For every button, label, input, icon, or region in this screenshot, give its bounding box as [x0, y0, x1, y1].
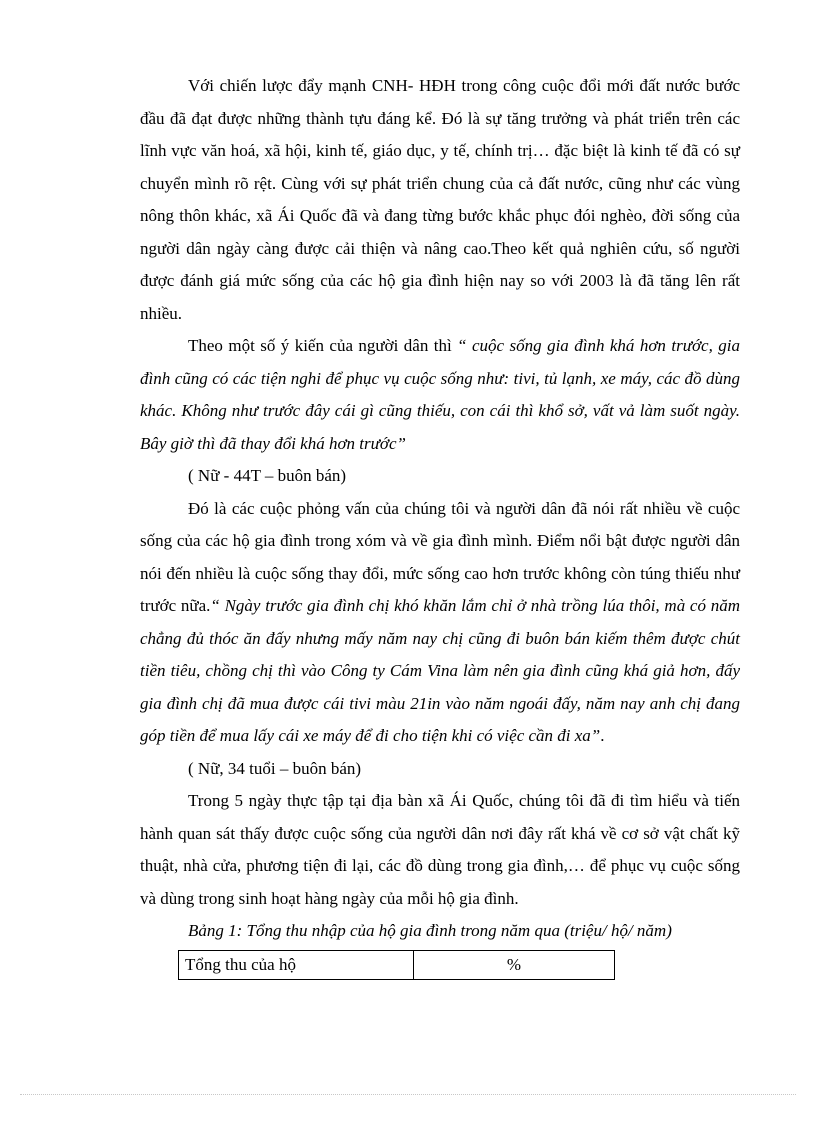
paragraph-fieldwork: Trong 5 ngày thực tập tại địa bàn xã Ái Quốc, chúng tôi đã đi tìm hiểu và tiến hành quan sát thấy được cuộc sống của người dân nơi đây rất khá về cơ sở vật chất kỹ thuật, nhà cửa, phương tiện đi lại, các đồ dùng trong gia đình,… để phục vụ cuộc sống và dùng trong sinh hoạt hàng ngày của mỗi hộ gia đình. — [140, 791, 740, 908]
page-footer-divider — [20, 1094, 796, 1095]
income-table — [178, 950, 615, 980]
interviews-end: . — [600, 726, 605, 745]
interviews-lead: Đó là các cuộc phỏng vấn của chúng tôi và người dân đã nói rất nhiều về cuộc sống của các hộ gia đình trong xóm và về gia đình mình. Điểm nổi bật được người dân nói đến nhiều là cuộc sống thay đổi, mức sống cao hơn trước không còn túng thiếu như trước nữa. — [140, 498, 740, 615]
interviews-quote: “ Ngày trước gia đình chị khó khăn lắm chỉ ở nhà trồng lúa thôi, mà có năm chẳng đủ thóc ăn đấy nhưng mấy năm nay chị cũng đi buôn bán kiếm thêm được chút tiền tiêu, chồng chị thì vào Công ty Cám Vina làm nên gia đình cũng khá giả hơn, đấy gia đình chị đã mua được cái tivi màu 21in vào năm ngoái đấy, năm nay anh chị đang góp tiền để mua lấy cái xe máy để đi cho tiện khi có việc cần đi xa” — [140, 596, 740, 745]
table-header-percent: % — [414, 950, 615, 979]
paragraph-opinion — [140, 330, 740, 460]
table-header-total-income: Tổng thu của hộ — [179, 950, 414, 979]
paragraph-intro: Với chiến lược đẩy mạnh CNH- HĐH trong công cuộc đổi mới đất nước bước đầu đã đạt được những thành tựu đáng kể. Đó là sự tăng trưởng và phát triển trên các lĩnh vực văn hoá, xã hội, kinh tế, giáo dục, y tế, chính trị… đặc biệt là kinh tế đã có sự chuyển mình rõ rệt. Cùng với sự phát triển chung của cả đất nước, cũng như các vùng nông thôn khác, xã Ái Quốc đã và đang từng bước khắc phục đói nghèo, đời sống của người dân ngày càng được cải thiện và nâng cao.Theo kết quả nghiên cứu, số người được đánh giá mức sống của các hộ gia đình hiện nay so với 2003 là đã tăng lên rất nhiều. — [140, 76, 740, 323]
table-caption: Bảng 1: Tổng thu nhập của hộ gia đình trong năm qua (triệu/ hộ/ năm) — [188, 921, 672, 940]
table-header-row — [179, 950, 615, 979]
document-body — [140, 70, 740, 980]
interviews-attribution: ( Nữ, 34 tuổi – buôn bán) — [188, 758, 362, 778]
opinion-attribution: ( Nữ - 44T – buôn bán) — [188, 466, 347, 485]
paragraph-interviews — [140, 493, 740, 753]
opinion-quote: “ cuộc sống gia đình khá hơn trước, gia đình cũng có các tiện nghi để phục vụ cuộc sống như: tivi, tủ lạnh, xe máy, các đồ dùng khác. Không như trước đây cái gì cũng thiếu, con cái thì khổ sở, vất vả làm suốt ngày. Bây giờ thì đã thay đổi khá hơn trước” — [140, 336, 740, 453]
opinion-lead: Theo một số ý kiến của người dân thì — [188, 336, 458, 355]
